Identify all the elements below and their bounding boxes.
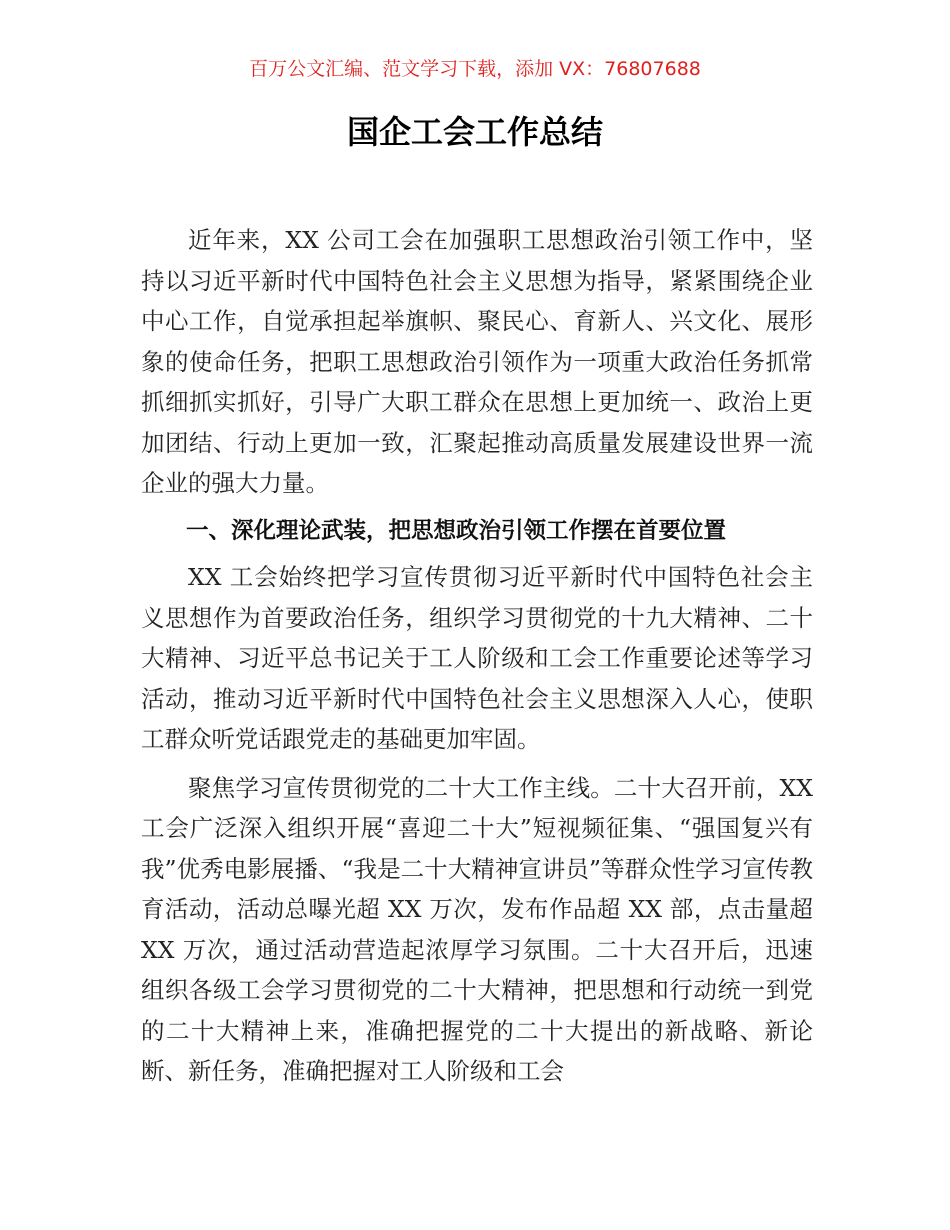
document-title: 国企工会工作总结 bbox=[346, 113, 603, 151]
section-paragraph: XX 工会始终把学习宣传贯彻习近平新时代中国特色社会主义思想作为首要政治任务，组织学习贯彻党的十九大精神、二十大精神、习近平总书记关于工人阶级和工会工作重要论述等学习活动，推动习近平新时代中国特色社会主义思想深入人心，使职工群众听党话跟党走的基础更加牢固。 bbox=[141, 563, 813, 753]
section-heading: 一、深化理论武装，把思想政治引领工作摆在首要位置 bbox=[186, 517, 727, 544]
intro-paragraph: 近年来，XX 公司工会在加强职工思想政治引领工作中，坚持以习近平新时代中国特色社会主义思想为指导，紧紧围绕企业中心工作，自觉承担起举旗帜、聚民心、育新人、兴文化、展形象的使命任务，把职工思想政治引领作为一项重大政治任务抓常抓细抓实抓好，引导广大职工群众在思想上更加统一、政治上更加团结、行动上更加一致，汇聚起推动高质量发展建设世界一流企业的强大力量。 bbox=[141, 226, 813, 497]
watermark-header: 百万公文汇编、范文学习下载，添加 VX：76807688 bbox=[249, 58, 701, 80]
section-paragraph: 聚焦学习宣传贯彻党的二十大工作主线。二十大召开前，XX 工会广泛深入组织开展“喜迎二十大”短视频征集、“强国复兴有我”优秀电影展播、“我是二十大精神宣讲员”等群众性学习宣传教育活动，活动总曝光超 XX 万次，发布作品超 XX 部，点击量超 XX 万次，通过活动营造起浓厚学习氛围。二十大召开后，迅速组织各级工会学习贯彻党的二十大精神，把思想和行动统一到党的二十大精神上来，准确把握党的二十大提出的新战略、新论断、新任务，准确把握对工人阶级和工会 bbox=[141, 773, 813, 1085]
document-body bbox=[141, 220, 813, 1092]
